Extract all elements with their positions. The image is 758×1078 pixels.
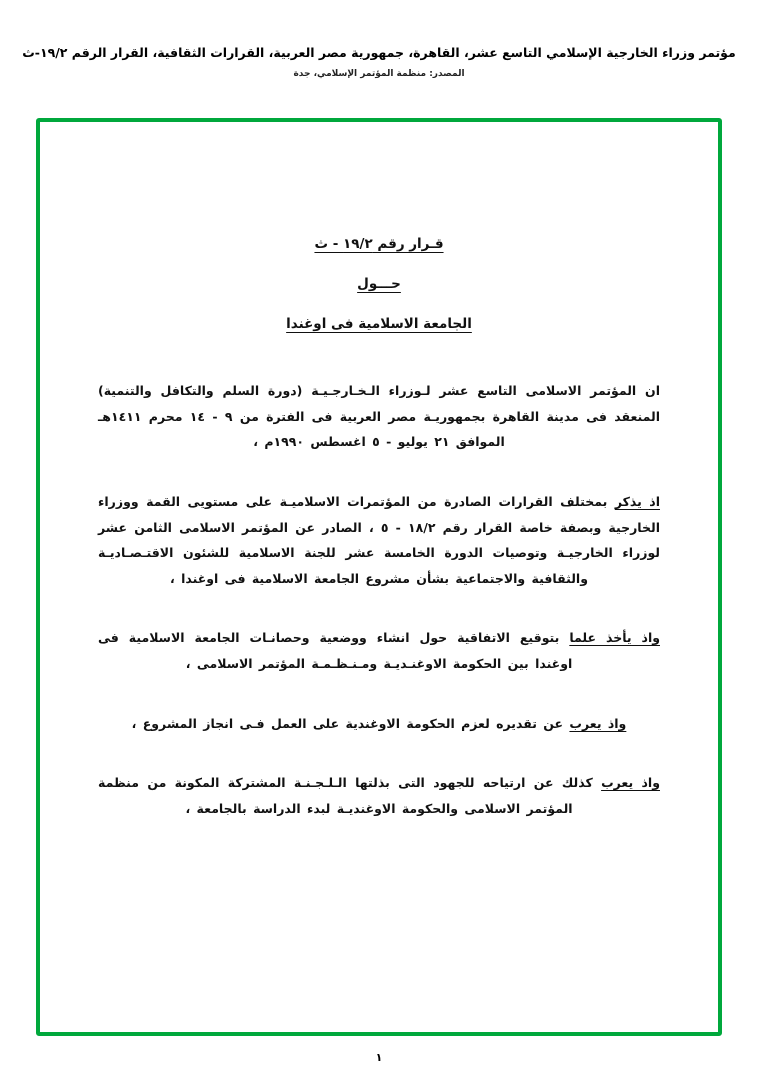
resolution-heading xyxy=(98,236,660,332)
page-number: ١ xyxy=(375,1051,383,1064)
resolution-subject: الجامعة الاسلامية فى اوغندا xyxy=(286,316,472,332)
paragraph xyxy=(98,378,660,455)
paragraph-lead: واذ يعرب xyxy=(569,715,627,731)
green-border-frame xyxy=(36,118,722,1036)
document-header xyxy=(0,0,758,79)
resolution-about-word: حـــول xyxy=(357,276,401,292)
paragraph-lead: واذ يأخذ علما xyxy=(569,630,660,646)
paragraph-lead: اذ يذكر xyxy=(614,493,660,509)
paragraph xyxy=(98,770,660,821)
header-source: المصدر: منظمة المؤتمر الإسلامي، جدة xyxy=(293,68,465,79)
resolution-number: قـرار رقم ١٩/٢ - ث xyxy=(314,236,444,252)
paragraph xyxy=(98,625,660,676)
paragraph xyxy=(98,711,660,737)
paragraph-text: كذلك عن ارتياحه للجهود التى بذلتها الـلـجـنـة المشتركة المكونة من منظمة المؤتمر الاسلامى والحكومة الاوغنديـة لبدء الدراسة بالجامعة ، xyxy=(98,775,593,816)
paragraph xyxy=(98,489,660,592)
paragraph-lead: واذ يعرب xyxy=(601,775,660,791)
header-title: مؤتمر وزراء الخارجية الإسلامي التاسع عشر، القاهرة، جمهورية مصر العربية، القرارات الثقافية، القرار الرقم ١٩/٢-ث xyxy=(22,45,736,60)
paragraph-text: بمختلف القرارات الصادرة من المؤتمرات الاسلاميـة على مستويى القمة ووزراء الخارجية وبصفة خاصة القرار رقم ١٨/٢ - ٥ ، الصادر عن المؤتمر الاسلامى الثامن عشر لوزراء الخارجيـة وتوصيات الدورة الخامسة عشر للجنة الاسلامية للشئون الاقتـصـاديـة والثقافية والاجتماعية بشأن مشروع الجامعة الاسلامية فى اوغندا ، xyxy=(98,493,660,586)
paragraph-text: عن تقديره لعزم الحكومة الاوغندية على العمل فـى انجاز المشروع ، xyxy=(131,715,564,731)
paragraph-text: ان المؤتمر الاسلامى التاسع عشر لـوزراء الـخـارجـيـة (دورة السلم والتكافل والتنمية) المنعقد فى مدينة القاهرة بجمهوريـة مصر العربية فى الفترة من ٩ - ١٤ محرم ١٤١١هـ الموافق ٢١ يوليو - ٥ اغسطس ١٩٩٠م ، xyxy=(98,383,660,450)
document-body xyxy=(40,122,718,1032)
paragraph-text: بتوقيع الاتفاقية حول انشاء ووضعية وحصانـات الجامعة الاسلامية فى اوغندا بين الحكومة الاوغنـديـة ومـنـظـمـة المؤتمر الاسلامى ، xyxy=(98,630,573,671)
